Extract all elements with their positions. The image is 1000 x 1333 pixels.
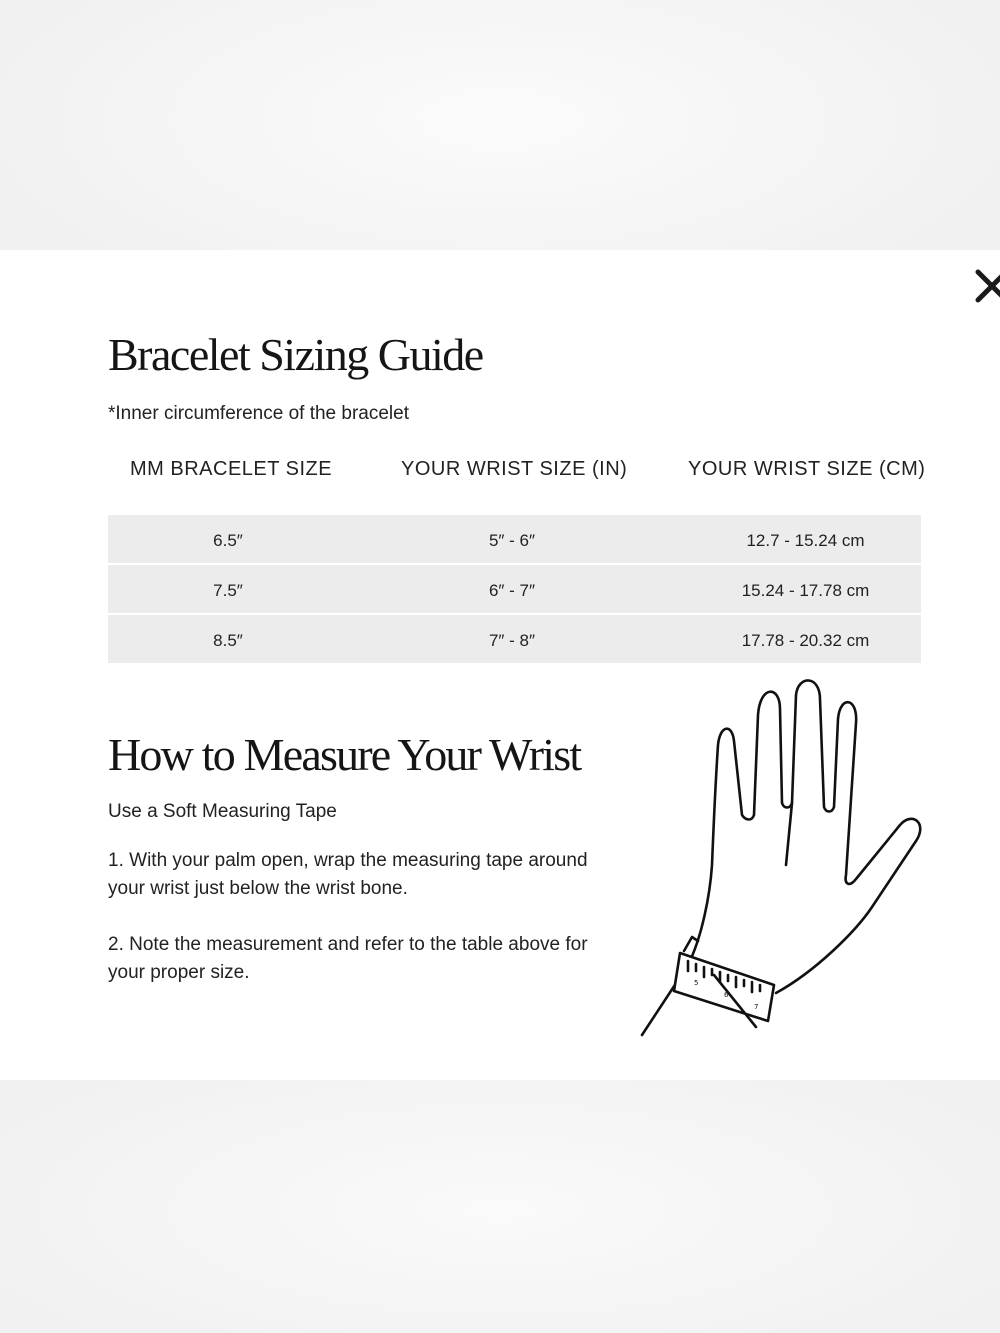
- tape-label: Use a Soft Measuring Tape: [108, 801, 337, 822]
- close-button[interactable]: [972, 266, 1000, 306]
- instruction-step: [108, 847, 608, 903]
- table-row: [108, 565, 921, 613]
- step-number: 2.: [108, 934, 124, 955]
- subtitle-note: *Inner circumference of the bracelet: [108, 403, 409, 424]
- column-header-bracelet-size: MM BRACELET SIZE: [130, 458, 333, 480]
- close-icon[interactable]: [972, 266, 1000, 306]
- instruction-list: [108, 847, 608, 1015]
- table-cell-wrist-in: 5″ - 6″: [488, 531, 536, 550]
- column-header-wrist-in: YOUR WRIST SIZE (IN): [401, 458, 628, 480]
- table-cell-wrist-cm: 17.78 - 20.32 cm: [741, 631, 870, 650]
- step-number: 1.: [108, 850, 124, 871]
- tape-mark-6: 6: [724, 991, 729, 999]
- table-cell-wrist-cm: 12.7 - 15.24 cm: [746, 531, 865, 550]
- page-title: Bracelet Sizing Guide: [108, 329, 483, 380]
- table-cell-bracelet-size: 6.5″: [213, 531, 243, 550]
- table-cell-wrist-in: 7″ - 8″: [488, 631, 536, 650]
- table-cell-wrist-cm: 15.24 - 17.78 cm: [741, 581, 870, 600]
- instruction-step: [108, 931, 608, 987]
- size-table: [108, 515, 921, 665]
- hand-with-measuring-tape-icon: [636, 675, 926, 1045]
- section-title-measure: How to Measure Your Wrist: [108, 729, 581, 780]
- table-row: [108, 615, 921, 663]
- table-row: [108, 515, 921, 563]
- step-text: Note the measurement and refer to the table above for your proper size.: [108, 934, 588, 983]
- table-cell-bracelet-size: 8.5″: [213, 631, 243, 650]
- table-cell-wrist-in: 6″ - 7″: [488, 581, 536, 600]
- table-cell-bracelet-size: 7.5″: [213, 581, 243, 600]
- column-header-wrist-cm: YOUR WRIST SIZE (CM): [688, 458, 926, 480]
- tape-mark-7: 7: [754, 1003, 759, 1011]
- tape-mark-5: 5: [694, 979, 699, 987]
- sizing-guide-modal: [0, 250, 1000, 1080]
- step-text: With your palm open, wrap the measuring tape around your wrist just below the wrist bone.: [108, 850, 588, 899]
